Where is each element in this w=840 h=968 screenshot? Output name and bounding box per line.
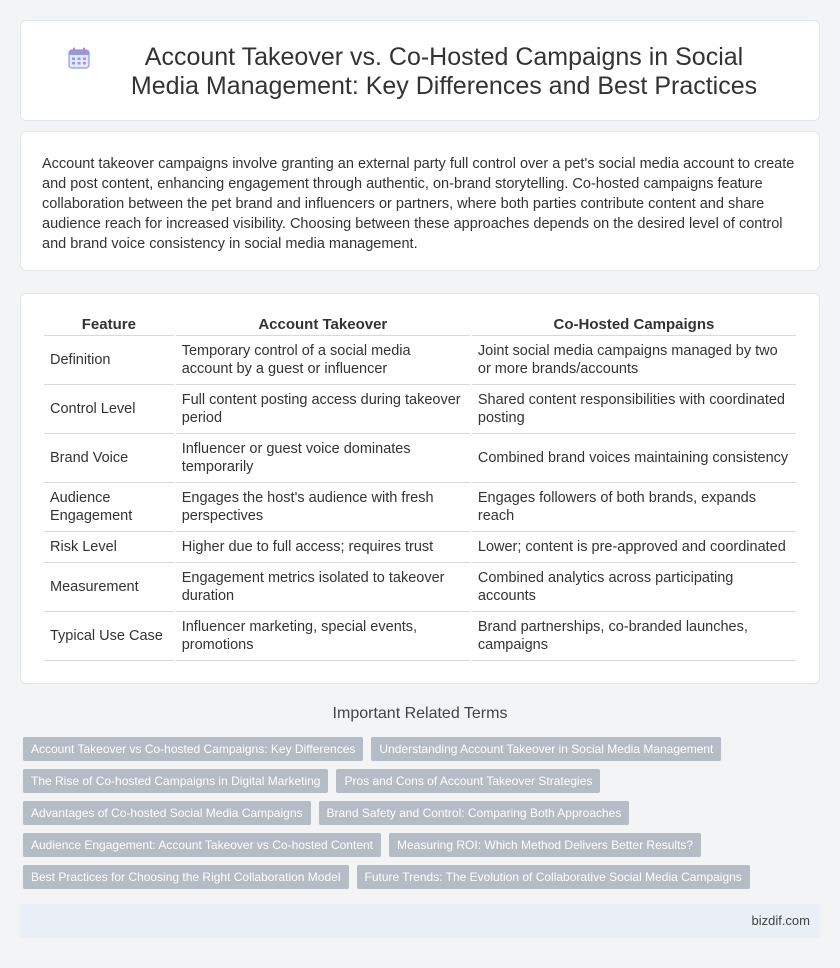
related-term-link[interactable]: Best Practices for Choosing the Right Collaboration Model [23, 865, 349, 889]
related-terms-list [23, 737, 813, 889]
table-cell: Higher due to full access; requires trust [176, 532, 470, 563]
table-row [44, 336, 796, 385]
related-terms-title: Important Related Terms [332, 705, 508, 722]
table-cell: Risk Level [44, 532, 174, 563]
column-header-feature: Feature [44, 316, 174, 336]
footer-site-link[interactable]: bizdif.com [751, 913, 810, 928]
header-card [20, 20, 820, 121]
related-term-link[interactable]: Understanding Account Takeover in Social Media Management [371, 737, 721, 761]
table-cell: Typical Use Case [44, 612, 174, 661]
page-title: Account Takeover vs. Co-Hosted Campaigns in Social Media Management: Key Differences and Best Practices [130, 42, 758, 100]
table-row [44, 385, 796, 434]
table-cell: Audience Engagement [44, 483, 174, 532]
table-cell: Brand Voice [44, 434, 174, 483]
column-header-account-takeover: Account Takeover [176, 316, 470, 336]
table-row [44, 563, 796, 612]
table-row [44, 434, 796, 483]
table-header-row [44, 316, 796, 336]
related-term-link[interactable]: Audience Engagement: Account Takeover vs Co-hosted Content [23, 833, 381, 857]
table-cell: Brand partnerships, co-branded launches, campaigns [472, 612, 796, 661]
related-term-link[interactable]: Advantages of Co-hosted Social Media Campaigns [23, 801, 311, 825]
table-cell: Engages the host's audience with fresh perspectives [176, 483, 470, 532]
table-cell: Joint social media campaigns managed by two or more brands/accounts [472, 336, 796, 385]
table-row [44, 612, 796, 661]
table-row [44, 532, 796, 563]
table-cell: Full content posting access during takeover period [176, 385, 470, 434]
table-cell: Measurement [44, 563, 174, 612]
intro-paragraph: Account takeover campaigns involve granting an external party full control over a pet's social media account to create and post content, enhancing engagement through authentic, on-brand storytelling. Co-hosted campaigns feature collaboration between the pet brand and influencers or partners, where both parties contribute content and share audience reach for increased visibility. Choosing between these approaches depends on the desired level of control and brand voice consistency in social media management. [42, 156, 795, 252]
column-header-co-hosted: Co-Hosted Campaigns [472, 316, 796, 336]
table-cell: Influencer marketing, special events, promotions [176, 612, 470, 661]
footer [20, 904, 820, 938]
related-term-link[interactable]: Measuring ROI: Which Method Delivers Better Results? [389, 833, 701, 857]
table-cell: Engages followers of both brands, expands reach [472, 483, 796, 532]
related-term-link[interactable]: Pros and Cons of Account Takeover Strategies [336, 769, 600, 793]
related-term-link[interactable]: Account Takeover vs Co-hosted Campaigns: Key Differences [23, 737, 363, 761]
table-cell: Combined brand voices maintaining consistency [472, 434, 796, 483]
comparison-table-card [20, 293, 820, 684]
table-cell: Lower; content is pre-approved and coordinated [472, 532, 796, 563]
comparison-table [42, 316, 798, 661]
table-cell: Shared content responsibilities with coordinated posting [472, 385, 796, 434]
table-cell: Combined analytics across participating accounts [472, 563, 796, 612]
related-term-link[interactable]: Future Trends: The Evolution of Collaborative Social Media Campaigns [357, 865, 750, 889]
table-cell: Influencer or guest voice dominates temporarily [176, 434, 470, 483]
table-cell: Engagement metrics isolated to takeover duration [176, 563, 470, 612]
intro-card [20, 131, 820, 271]
table-cell: Definition [44, 336, 174, 385]
calendar-icon [68, 47, 90, 69]
table-cell: Control Level [44, 385, 174, 434]
table-cell: Temporary control of a social media account by a guest or influencer [176, 336, 470, 385]
related-term-link[interactable]: The Rise of Co-hosted Campaigns in Digital Marketing [23, 769, 328, 793]
table-row [44, 483, 796, 532]
related-term-link[interactable]: Brand Safety and Control: Comparing Both Approaches [319, 801, 630, 825]
